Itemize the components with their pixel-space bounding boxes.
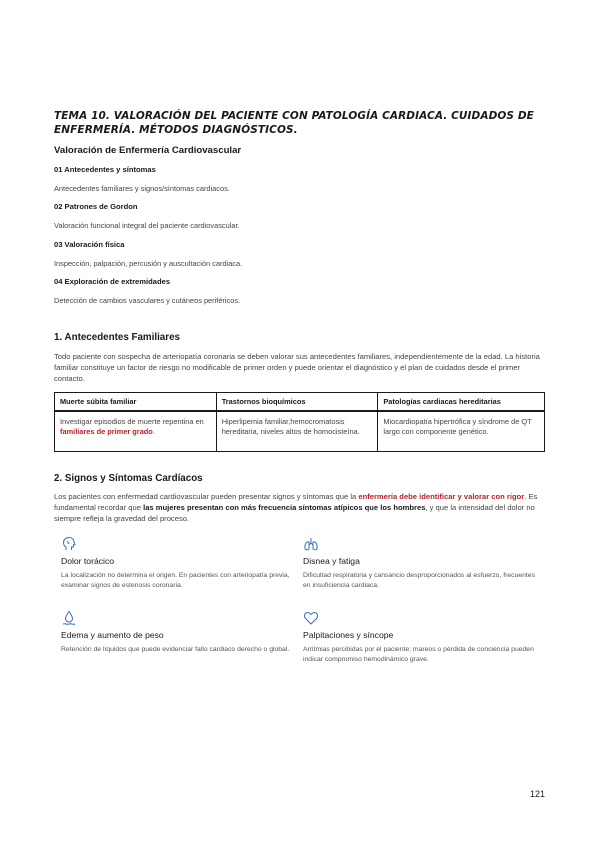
overview-item-title: 02 Patrones de Gordon <box>54 202 138 211</box>
symptom-name: Dolor torácico <box>61 556 115 566</box>
table-cell: Miocardiopatía hipertrófica y síndrome de QT largo con componente genético. <box>378 411 545 451</box>
table-cell: Hiperlipemia familiar,hemocromatosis hereditaria, niveles altos de homocisteína. <box>216 411 378 451</box>
section2-paragraph: Los pacientes con enfermedad cardiovascular pueden presentar signos y síntomas que la enfermería debe identificar y valorar con rigor. Es fundamental recordar que las mujeres presentan con más frecuencia síntomas atípicos que los hombres, y que la intensidad del dolor no siempre refleja la gravedad del proceso. <box>54 492 538 523</box>
table-header: Trastornos bioquímicos <box>216 393 378 412</box>
hereditary-table <box>54 392 545 452</box>
symptom-description: Dificultad respiratoria y cansancio desproporcionados al esfuerzo, frecuentes en insuficiencia cardiaca. <box>303 572 535 589</box>
page-number: 121 <box>530 789 546 799</box>
symptom-description: La localización no determina el origen. En pacientes con arteriopatía previa, examinar signos de estenosis coronaria. <box>61 572 290 589</box>
table-cell: Investigar episodios de muerte repentina en familiares de primer grado. <box>55 411 217 451</box>
overview-header: Valoración de Enfermería Cardiovascular <box>54 145 242 156</box>
section2-title: 2. Signos y Síntomas Cardíacos <box>54 473 203 484</box>
droplet-icon <box>61 610 77 626</box>
highlight-text: familiares de primer grado <box>60 427 153 436</box>
topic-title: TEMA 10. VALORACIÓN DEL PACIENTE CON PATOLOGÍA CARDIACA. CUIDADOS DE ENFERMERÍA. MÉTODOS DIAGNÓSTICOS. <box>54 110 534 136</box>
highlight-text: enfermería debe identificar y valorar con rigor <box>358 492 525 501</box>
lungs-icon <box>303 536 319 552</box>
symptom-card <box>61 610 301 655</box>
symptom-description: Arritmias percibidas por el paciente; mareos o pérdida de conciencia pueden indicar compromiso hemodinámico grave. <box>303 646 534 663</box>
table-row <box>55 411 545 451</box>
bold-text: las mujeres presentan con más frecuencia síntomas atípicos que los hombres <box>143 503 426 512</box>
symptom-description: Retención de líquidos que puede evidenciar fallo cardiaco derecho o global. <box>61 646 290 653</box>
symptom-name: Disnea y fatiga <box>303 556 360 566</box>
symptom-name: Edema y aumento de peso <box>61 630 164 640</box>
heart-icon <box>303 610 319 626</box>
overview-item-title: 03 Valoración física <box>54 240 125 249</box>
section1-paragraph: Todo paciente con sospecha de arteriopatía coronaria se deben valorar sus antecedentes familiares, independientemente de la edad. La historia familiar constituye un factor de riesgo no modificable de primer orden y puede orientar el diagnóstico y el plan de cuidados desde el primer contacto. <box>54 352 540 383</box>
table-header: Patologías cardiacas hereditarias <box>378 393 545 412</box>
symptom-card <box>303 536 543 591</box>
table-header: Muerte súbita familiar <box>55 393 217 412</box>
symptom-card <box>303 610 543 665</box>
overview-item-title: 04 Exploración de extremidades <box>54 277 171 286</box>
symptom-name: Palpitaciones y síncope <box>303 630 394 640</box>
overview-item-title: 01 Antecedentes y síntomas <box>54 165 156 174</box>
overview-item-text: Inspección, palpación, percusión y auscultación cardiaca. <box>54 259 243 268</box>
overview-item-text: Detección de cambios vasculares y cutáneos periféricos. <box>54 296 241 305</box>
overview-item-text: Antecedentes familiares y signos/síntomas cardiacos. <box>54 184 230 193</box>
symptom-card <box>61 536 301 591</box>
section1-title: 1. Antecedentes Familiares <box>54 332 180 343</box>
overview-item-text: Valoración funcional integral del paciente cardiovascular. <box>54 221 240 230</box>
head-profile-icon <box>61 536 77 552</box>
